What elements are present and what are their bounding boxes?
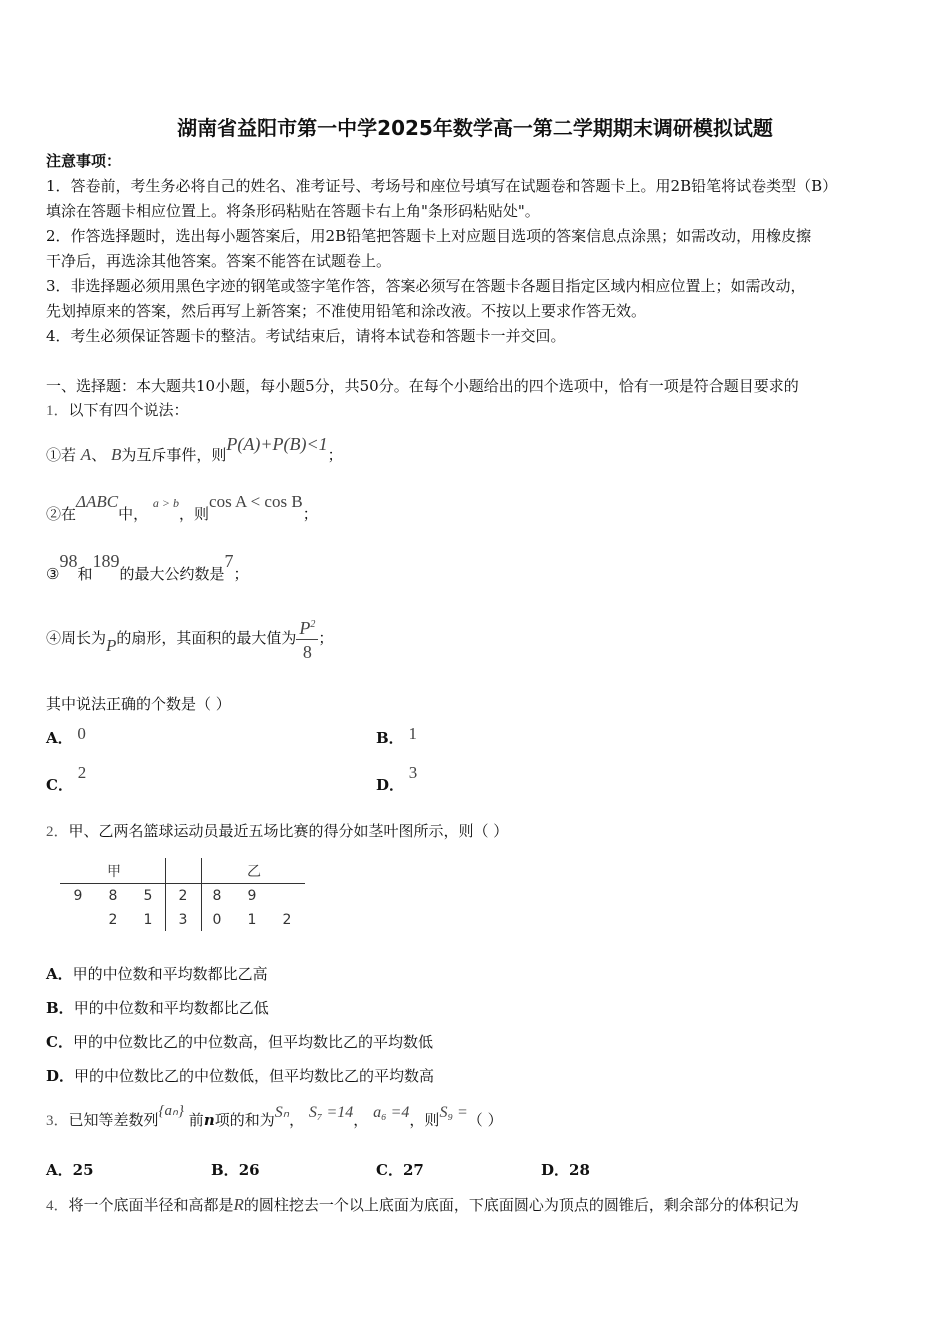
math-expression: a > b [152, 496, 180, 510]
math-var: R [233, 1195, 244, 1214]
question-text: 前 [188, 1111, 204, 1129]
statement-text: 、 [91, 446, 107, 464]
statement-text: ； [233, 565, 249, 583]
plot-leaf: 1 [143, 912, 153, 928]
option-value: 25 [72, 1161, 94, 1179]
option-value: 1 [408, 724, 417, 743]
fraction-denominator: 8 [302, 642, 312, 662]
question-number: 2． [46, 824, 69, 840]
option-text: 甲的中位数比乙的中位数高，但平均数比乙的平均数低 [72, 1033, 433, 1051]
statement-text: 中， [118, 505, 149, 523]
option-c[interactable] [46, 763, 87, 798]
math-var: n [203, 1111, 215, 1129]
plot-leaf: 9 [247, 888, 257, 904]
option-d[interactable] [541, 1158, 590, 1183]
math-expression: a₆ =4 [373, 1104, 410, 1121]
question-text: ， [353, 1111, 369, 1129]
option-b[interactable] [211, 1158, 260, 1183]
math-var: B [110, 445, 122, 464]
statement-text: ①若 [46, 446, 77, 464]
option-value: 0 [77, 724, 86, 743]
math-expression: P(A)+P(B)<1 [226, 434, 328, 454]
question-number: 1． [46, 403, 69, 419]
math-number: 98 [59, 551, 78, 571]
notice-line: 填涂在答题卡相应位置上。将条形码粘贴在答题卡右上角"条形码粘贴处"。 [46, 202, 540, 220]
math-var: A [80, 445, 92, 464]
math-expression: ΔABC [76, 492, 119, 511]
question-text: 以下有四个说法： [68, 401, 189, 419]
option-label: A． [46, 1161, 73, 1179]
plot-leaf: 2 [108, 912, 118, 928]
option-a[interactable] [46, 725, 86, 751]
section-heading: 一、选择题：本大题共10小题，每小题5分，共50分。在每个小题给出的四个选项中，恰有一项是符合题目要求的 [46, 377, 799, 395]
option-text: 甲的中位数和平均数都比乙低 [73, 999, 269, 1017]
question-text: 已知等差数列 [68, 1111, 159, 1129]
question-text: 的圆柱挖去一个以上底面为底面，下底面圆心为顶点的圆锥后，剩余部分的体积记为 [243, 1196, 799, 1214]
plot-leaf: 9 [73, 888, 83, 904]
notice-line: 2．作答选择题时，选出每小题答案后，用2B铅笔把答题卡上对应题目选项的答案信息点涂黑；如需改动，用橡皮擦 [46, 227, 812, 245]
option-b[interactable] [376, 725, 417, 751]
plot-right-divider [201, 858, 202, 931]
plot-header-right: 乙 [247, 864, 261, 880]
statement-text: ； [302, 505, 318, 523]
notice-line: 先划掉原来的答案，然后再写上新答案；不准使用铅笔和涂改液。不按以上要求作答无效。 [46, 302, 647, 320]
question-3-stem [46, 1100, 503, 1141]
option-text: 甲的中位数和平均数都比乙高 [72, 965, 268, 983]
option-text: 甲的中位数比乙的中位数低，但平均数比乙的平均数高 [74, 1067, 435, 1085]
option-label: A． [46, 729, 73, 747]
question-text: （ ） [467, 1111, 503, 1129]
option-label: B． [46, 999, 74, 1017]
notice-line: 3．非选择题必须用黑色字迹的钢笔或签字笔作答，答案必须写在答题卡各题目指定区域内相应位置上；如需改动， [46, 277, 806, 295]
statement-text: 的最大公约数是 [119, 565, 225, 583]
math-expression: Sₙ [274, 1104, 290, 1121]
option-b[interactable] [46, 996, 269, 1021]
option-c[interactable] [376, 1158, 424, 1183]
statement-text: ，则 [179, 505, 210, 523]
option-d[interactable] [46, 1064, 434, 1089]
page-title: 湖南省益阳市第一中学2025年数学高一第二学期期末调研模拟试题 [177, 116, 773, 140]
question-text: 项的和为 [214, 1111, 275, 1129]
option-label: C． [46, 1033, 73, 1051]
stem-leaf-plot [60, 858, 310, 933]
notice-line: 1．答卷前，考生务必将自己的姓名、准考证号、考场号和座位号填写在试题卷和答题卡上。用2B铅笔将试卷类型（B） [46, 177, 838, 195]
statement-text: ； [327, 446, 343, 464]
option-label: C． [46, 776, 73, 794]
option-value: 2 [77, 763, 87, 782]
option-c[interactable] [46, 1030, 433, 1055]
math-number: 189 [92, 551, 120, 571]
math-expression: cos A < cos B [209, 492, 303, 511]
question-text: ，则 [409, 1111, 440, 1129]
statement-text: 为互斥事件，则 [121, 446, 227, 464]
option-label: B． [376, 729, 404, 747]
question-1-stem [46, 398, 189, 424]
question-text: ， [289, 1111, 305, 1129]
plot-leaf: 5 [143, 888, 153, 904]
option-label: B． [211, 1161, 239, 1179]
option-value: 28 [569, 1161, 590, 1179]
question-4-stem [46, 1192, 799, 1219]
q1-statement-3 [46, 553, 249, 594]
statement-text: ④周长为 [46, 629, 107, 647]
math-expression: {aₙ} [158, 1103, 185, 1119]
exponent: 2 [310, 619, 316, 630]
option-label: D． [46, 1067, 75, 1085]
plot-leaf: 8 [108, 888, 118, 904]
question-2-stem [46, 819, 508, 845]
plot-leaf: 8 [212, 888, 222, 904]
q1-ask: 其中说法正确的个数是（ ） [46, 695, 231, 713]
option-label: C． [376, 1161, 403, 1179]
option-d[interactable] [376, 763, 418, 798]
option-value: 26 [238, 1161, 260, 1179]
statement-text: ③ [46, 565, 60, 583]
fraction-numerator: P [299, 618, 311, 638]
notice-line: 4．考生必须保证答题卡的整洁。考试结束后，请将本试卷和答题卡一并交回。 [46, 327, 566, 345]
question-number: 3． [46, 1113, 69, 1129]
notice-heading: 注意事项： [46, 152, 122, 170]
option-value: 27 [402, 1161, 424, 1179]
plot-leaf: 1 [247, 912, 257, 928]
plot-stem: 3 [178, 912, 188, 928]
option-value: 3 [408, 763, 418, 782]
math-expression: S₇ =14 [308, 1104, 354, 1121]
statement-text: 的扇形，其面积的最大值为 [116, 629, 297, 647]
question-number: 4． [46, 1198, 69, 1214]
statement-text: ； [318, 629, 334, 647]
q1-statement-4 [46, 610, 333, 666]
math-var: P [106, 636, 117, 655]
option-label: A． [46, 965, 73, 983]
question-text: 甲、乙两名篮球运动员最近五场比赛的得分如茎叶图所示，则（ ） [68, 822, 509, 840]
option-label: D． [541, 1161, 570, 1179]
notice-line: 干净后，再选涂其他答案。答案不能答在试题卷上。 [46, 252, 392, 270]
option-a[interactable] [46, 962, 268, 987]
statement-text: ②在 [46, 505, 77, 523]
fraction [296, 614, 318, 664]
plot-leaf: 0 [212, 912, 222, 928]
option-a[interactable] [46, 1158, 94, 1183]
q1-statement-2 [46, 494, 318, 535]
option-label: D． [376, 776, 405, 794]
math-expression: S₉ = [439, 1104, 468, 1121]
plot-leaf: 2 [282, 912, 292, 928]
question-text: 将一个底面半径和高都是 [68, 1196, 234, 1214]
plot-header-left: 甲 [107, 864, 121, 880]
math-number: 7 [224, 551, 234, 571]
q1-statement-1 [46, 434, 343, 475]
statement-text: 和 [77, 565, 93, 583]
plot-stem: 2 [178, 888, 188, 904]
plot-left-divider [165, 858, 166, 931]
plot-header-line [60, 883, 305, 884]
